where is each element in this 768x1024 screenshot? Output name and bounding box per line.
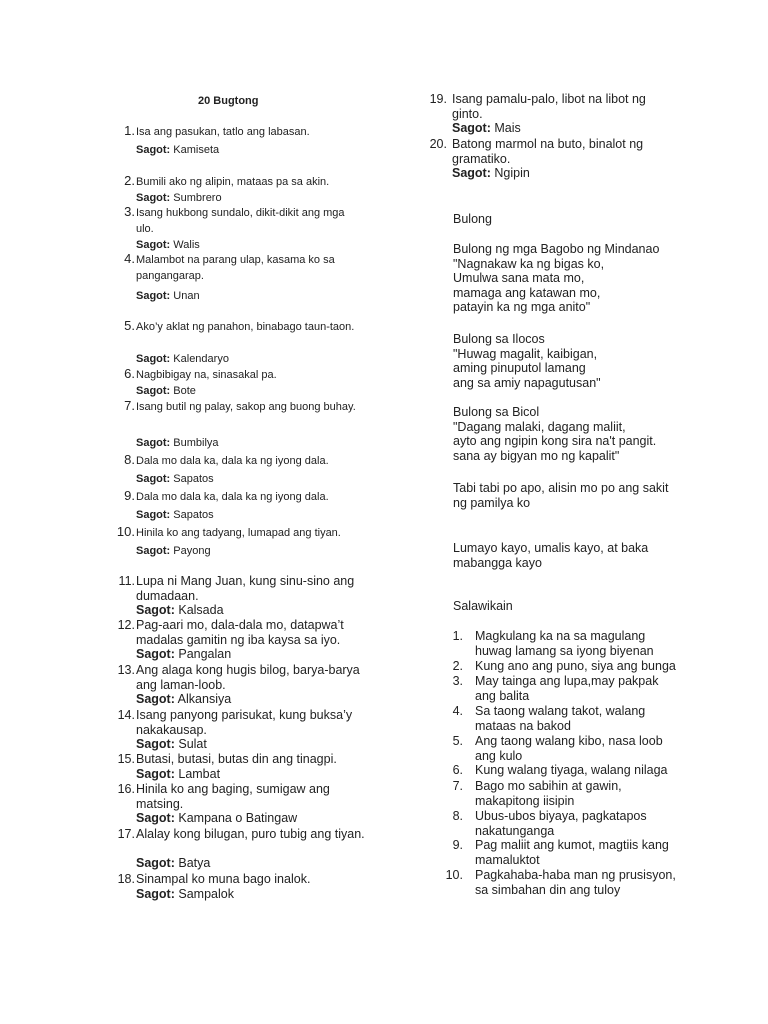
salawikain-text: Ang taong walang kibo, nasa loob ang kulo (475, 734, 663, 763)
answer-label: Sagot: (136, 692, 175, 706)
answer-value: Lambat (174, 767, 221, 781)
salawikain-text: Pag maliit ang kumot, magtiis kang mamaluktot (475, 838, 669, 867)
bugtong-number: 15. (117, 752, 135, 766)
bugtong-number: 9. (124, 488, 135, 503)
bugtong-number: 10. (116, 524, 135, 539)
bugtong-question: Hinila ko ang baging, sumigaw ang matsing. (136, 782, 330, 811)
bugtong-question: Pag-aari mo, dala-dala mo, datapwa’t madalas gamitin ng iba kaysa sa iyo. (136, 618, 344, 647)
bugtong-number: 5. (124, 318, 135, 333)
answer-label: Sagot: (136, 603, 175, 617)
bugtong-answer (136, 383, 196, 399)
answer-value: Sampalok (174, 887, 234, 901)
bugtong-number: 16. (117, 782, 135, 796)
bugtong-number: 8. (124, 452, 135, 467)
bugtong-answer (136, 767, 220, 782)
bugtong-answer (136, 237, 200, 253)
answer-label: Sagot: (136, 737, 175, 751)
salawikain-text: Kung ano ang puno, siya ang bunga (475, 659, 676, 673)
bugtong-question: Isang butil ng palay, sakop ang buong buhay. (136, 401, 356, 413)
salawikain-number: 2. (452, 659, 463, 673)
answer-label: Sagot: (136, 239, 171, 251)
answer-label: Sagot: (136, 353, 171, 365)
bugtong-question: Isang hukbong sundalo, dikit-dikit ang mga ulo. (136, 207, 345, 235)
bugtong-number: 19. (429, 92, 447, 106)
bugtong-answer (452, 166, 530, 181)
bugtong-number: 20. (429, 137, 447, 151)
salawikain-heading: Salawikain (453, 599, 513, 613)
salawikain-text: Pagkahaba-haba man ng prusisyon, sa simbahan din ang tuloy (475, 868, 676, 897)
answer-value: Sulat (174, 737, 207, 751)
answer-label: Sagot: (136, 545, 171, 557)
bugtong-answer (136, 471, 214, 487)
bulong-bicol: Bulong sa Bicol "Dagang malaki, dagang maliit, ayto ang ngipin kong sira na't pangit. sana ay bigyan mo ng kapalit" (453, 405, 657, 463)
answer-label: Sagot: (136, 509, 171, 521)
answer-value: Kamiseta (170, 144, 220, 156)
salawikain-number: 9. (452, 838, 463, 852)
bugtong-number: 4. (124, 251, 135, 266)
bugtong-answer (136, 435, 219, 451)
salawikain-text: Magkulang ka na sa magulang huwag lamang sa iyong biyenan (475, 629, 654, 658)
answer-value: Bote (170, 385, 196, 397)
answer-label: Sagot: (136, 856, 175, 870)
bugtong-number: 17. (117, 827, 135, 841)
answer-value: Bumbilya (170, 437, 219, 449)
answer-label: Sagot: (452, 166, 491, 180)
bugtong-number: 12. (117, 618, 135, 632)
bugtong-number: 1. (124, 123, 135, 138)
bugtong-answer (136, 737, 207, 752)
bulong-heading: Bulong (453, 212, 492, 226)
salawikain-number: 5. (452, 734, 463, 748)
bugtong-answer (136, 856, 210, 871)
bugtong-answer (136, 142, 219, 158)
bugtong-answer (136, 507, 214, 523)
bugtong-answer (136, 811, 297, 826)
answer-label: Sagot: (136, 385, 171, 397)
answer-value: Payong (170, 545, 211, 557)
bugtong-question: Ako’y aklat ng panahon, binabago taun-taon. (136, 321, 355, 333)
answer-value: Kalsada (174, 603, 224, 617)
bugtong-number: 2. (124, 173, 135, 188)
salawikain-number: 8. (452, 809, 463, 823)
bugtong-answer (136, 190, 222, 206)
salawikain-text: Kung walang tiyaga, walang nilaga (475, 763, 668, 777)
bugtong-answer (136, 692, 231, 707)
bugtong-question: Isang pamalu-palo, libot na libot ng ginto. (452, 92, 646, 121)
salawikain-text: May tainga ang lupa,may pakpak ang balita (475, 674, 659, 703)
bugtong-question: Dala mo dala ka, dala ka ng iyong dala. (136, 491, 329, 503)
bugtong-number: 6. (124, 366, 135, 381)
answer-label: Sagot: (136, 290, 171, 302)
bugtong-answer (452, 121, 521, 136)
answer-value: Kampana o Batingaw (174, 811, 298, 825)
bugtong-question: Sinampal ko muna bago inalok. (136, 872, 311, 886)
salawikain-text: Bago mo sabihin at gawin, makapitong iisipin (475, 779, 622, 808)
bugtong-question: Nagbibigay na, sinasakal pa. (136, 369, 277, 381)
answer-value: Ngipin (490, 166, 530, 180)
salawikain-number: 1. (452, 629, 463, 643)
salawikain-text: Ubus-ubos biyaya, pagkatapos nakatunganga (475, 809, 647, 838)
answer-label: Sagot: (136, 767, 175, 781)
answer-value: Walis (170, 239, 200, 251)
bugtong-number: 11. (118, 574, 135, 588)
answer-label: Sagot: (136, 473, 171, 485)
bugtong-number: 18. (117, 872, 135, 886)
answer-label: Sagot: (136, 647, 175, 661)
bugtong-number: 13. (117, 663, 135, 677)
bugtong-question: Butasi, butasi, butas din ang tinagpi. (136, 752, 337, 766)
answer-value: Mais (490, 121, 521, 135)
salawikain-number: 7. (452, 779, 463, 793)
salawikain-number: 6. (452, 763, 463, 777)
answer-value: Unan (170, 290, 200, 302)
answer-label: Sagot: (136, 887, 175, 901)
bugtong-answer (136, 887, 234, 902)
bulong-bagobo: Bulong ng mga Bagobo ng Mindanao "Nagnakaw ka ng bigas ko, Umulwa sana mata mo, mamaga ang katawan mo, patayin ka ng mga anito" (453, 242, 660, 314)
bugtong-question: Hinila ko ang tadyang, lumapad ang tiyan. (136, 527, 341, 539)
answer-value: Sapatos (170, 509, 214, 521)
answer-value: Kalendaryo (170, 353, 229, 365)
bugtong-question: Isang panyong parisukat, kung buksa’y nakakausap. (136, 708, 353, 737)
salawikain-number: 10. (445, 868, 463, 882)
answer-value: Batya (174, 856, 211, 870)
answer-value: Alkansiya (174, 692, 232, 706)
answer-label: Sagot: (136, 811, 175, 825)
bulong-tabi-tabi: Tabi tabi po apo, alisin mo po ang sakit ng pamilya ko (453, 481, 669, 510)
answer-label: Sagot: (136, 192, 171, 204)
bugtong-number: 7. (124, 398, 135, 413)
answer-label: Sagot: (452, 121, 491, 135)
bugtong-answer (136, 543, 211, 559)
answer-value: Pangalan (174, 647, 232, 661)
bugtong-answer (136, 288, 200, 304)
bugtong-question: Batong marmol na buto, binalot ng gramatiko. (452, 137, 644, 166)
salawikain-text: Sa taong walang takot, walang mataas na bakod (475, 704, 646, 733)
bugtong-number: 14. (117, 708, 135, 722)
bugtong-question: Dala mo dala ka, dala ka ng iyong dala. (136, 455, 329, 467)
bugtong-question: Ang alaga kong hugis bilog, barya-barya ang laman-loob. (136, 663, 360, 692)
bugtong-answer (136, 351, 229, 367)
page-title: 20 Bugtong (198, 95, 259, 107)
answer-label: Sagot: (136, 437, 171, 449)
bugtong-question: Malambot na parang ulap, kasama ko sa pangangarap. (136, 254, 335, 282)
bugtong-question: Isa ang pasukan, tatlo ang labasan. (136, 126, 310, 138)
bugtong-question: Alalay kong bilugan, puro tubig ang tiyan. (136, 827, 365, 841)
salawikain-number: 3. (452, 674, 463, 688)
bugtong-question: Bumili ako ng alipin, mataas pa sa akin. (136, 176, 330, 188)
answer-value: Sumbrero (170, 192, 222, 204)
bulong-ilocos: Bulong sa Ilocos "Huwag magalit, kaibigan, aming pinuputol lamang ang sa amiy napagutusan" (453, 332, 601, 390)
bugtong-answer (136, 603, 224, 618)
bugtong-question: Lupa ni Mang Juan, kung sinu-sino ang dumadaan. (136, 574, 355, 603)
salawikain-number: 4. (452, 704, 463, 718)
answer-label: Sagot: (136, 144, 171, 156)
bugtong-number: 3. (124, 204, 135, 219)
bulong-lumayo: Lumayo kayo, umalis kayo, at baka mabangga kayo (453, 541, 649, 570)
answer-value: Sapatos (170, 473, 214, 485)
bugtong-answer (136, 647, 231, 662)
